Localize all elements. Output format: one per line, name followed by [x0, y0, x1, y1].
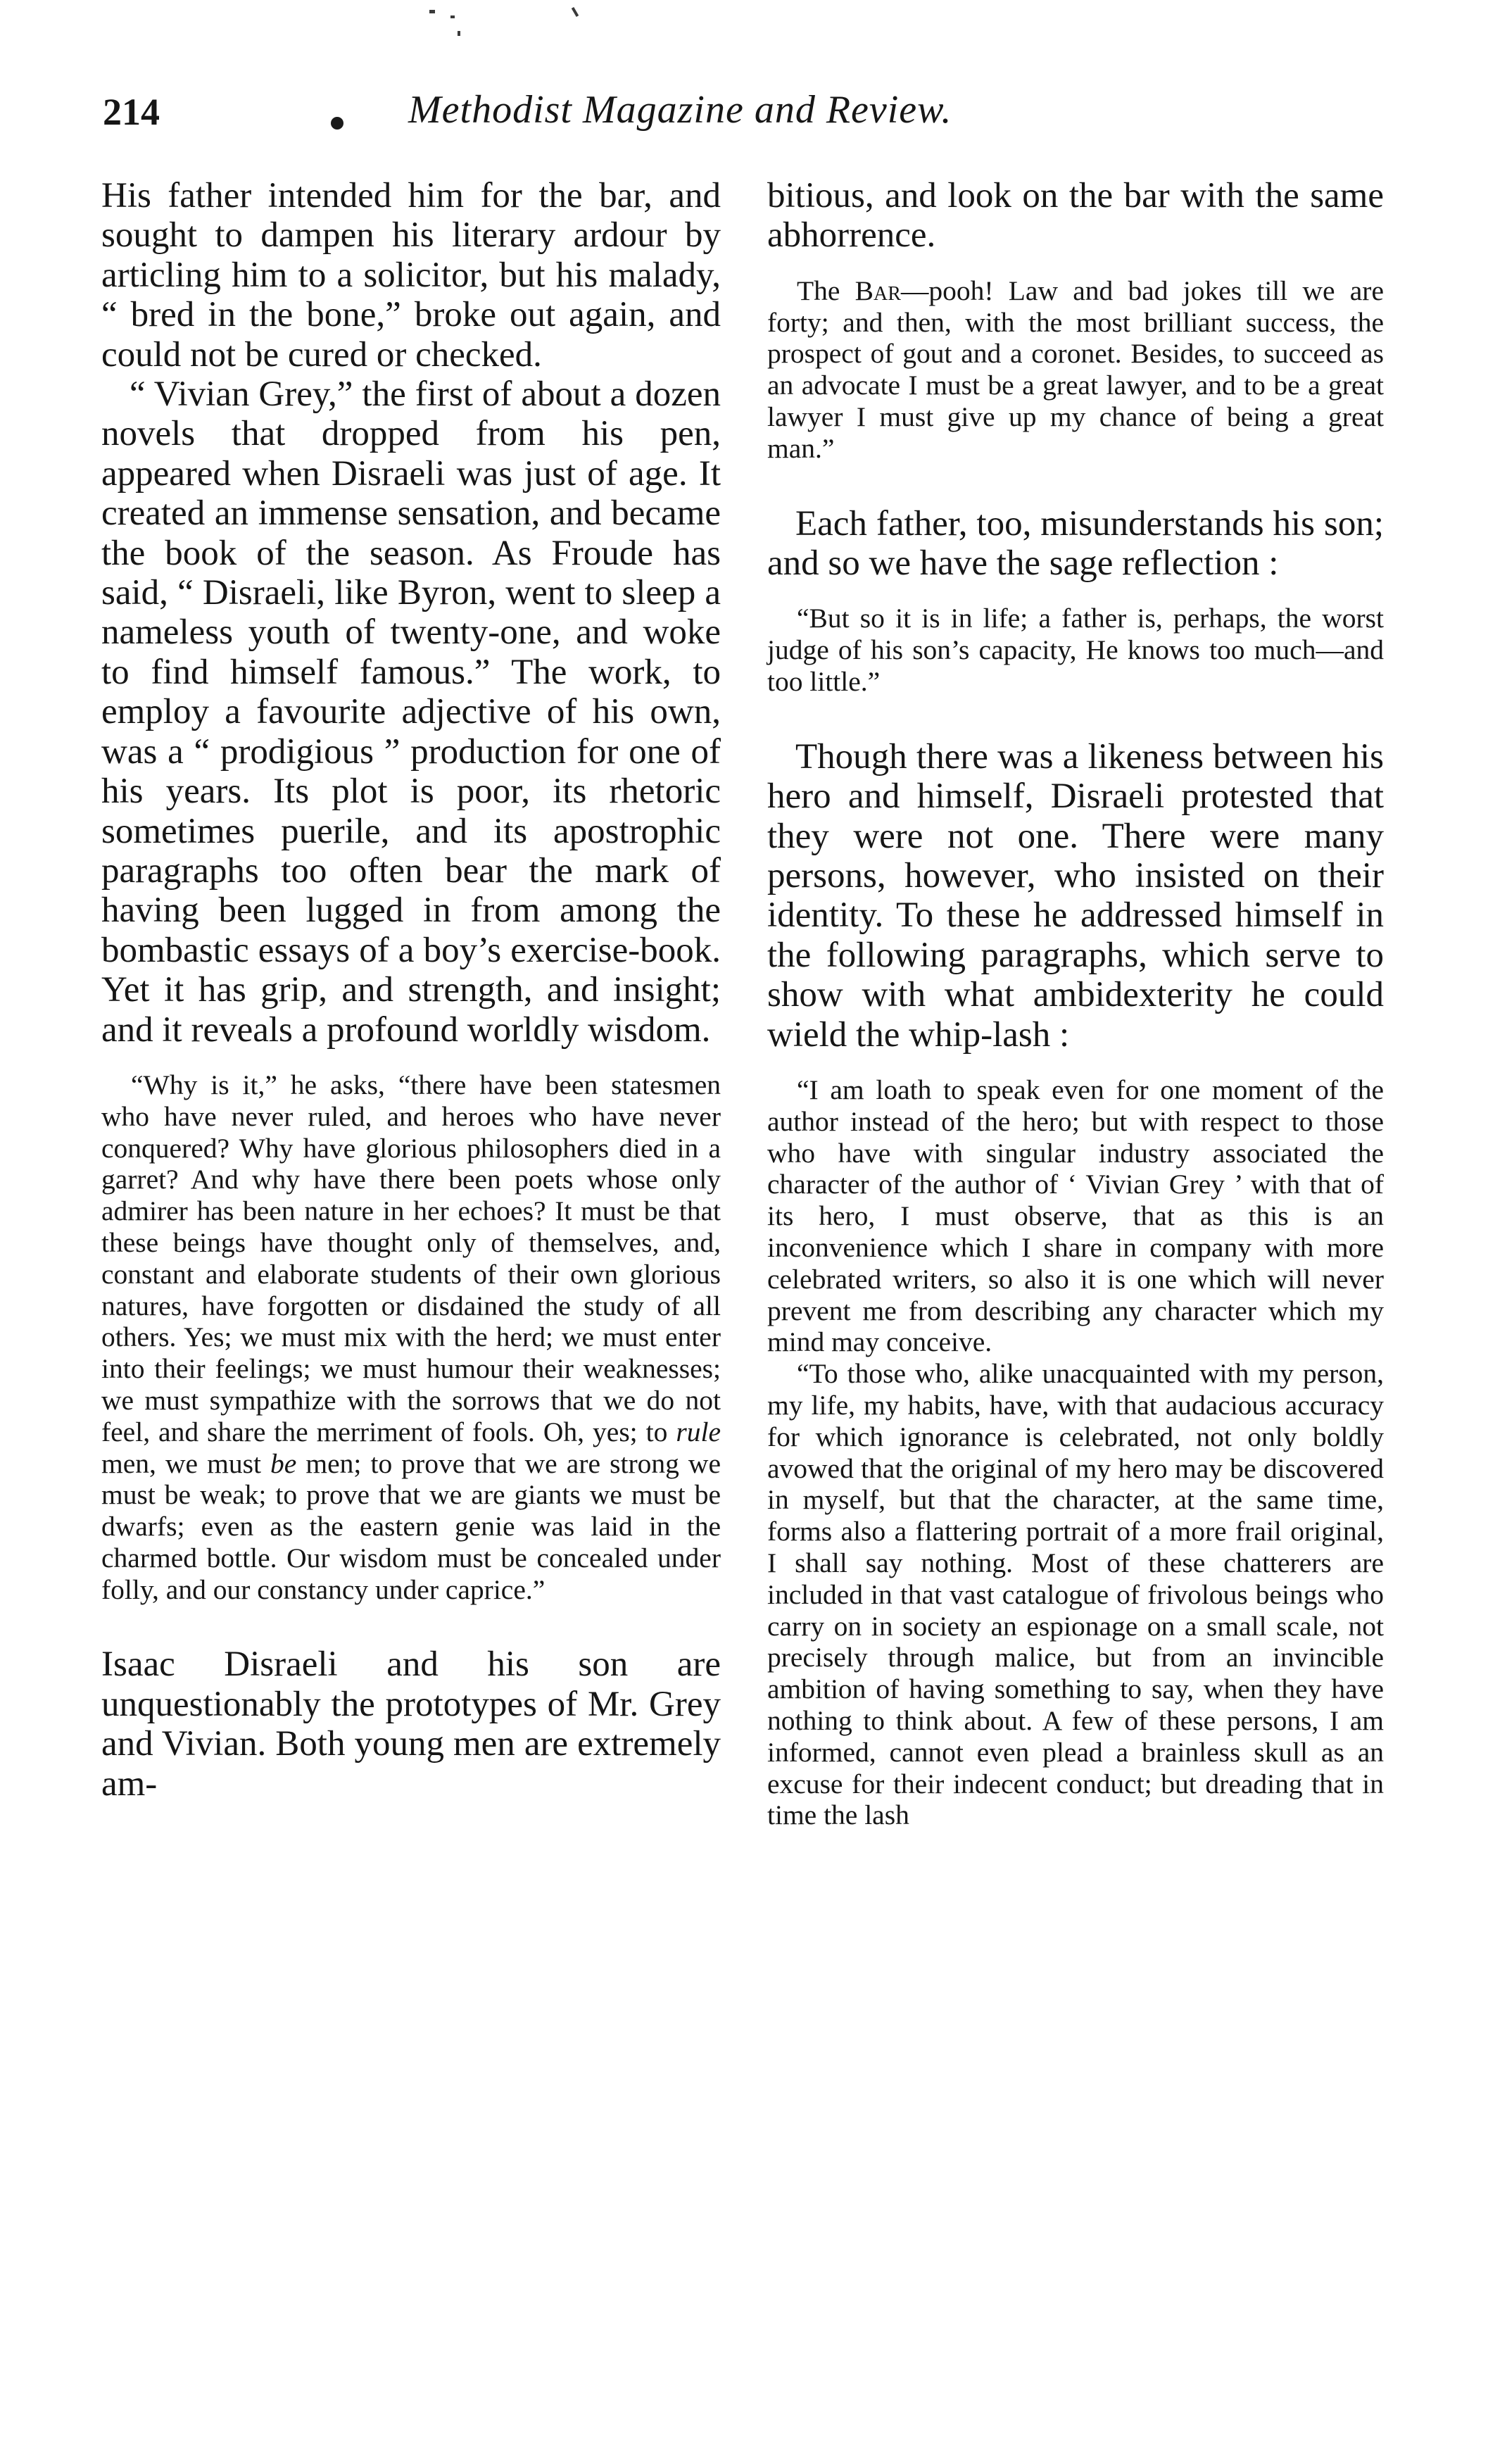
block-quote: “But so it is in life; a father is, perhaps, the worst judge of his son’s capacity, He knows too much—and too little.” — [767, 603, 1384, 697]
left-column — [101, 176, 721, 1804]
body-paragraph: “ Vivian Grey,” the first of about a dozen novels that dropped from his pen, appeared when Disraeli was just of age. It created an immense sensation, and became the book of the season. As Froude has said, “ Disraeli, like Byron, went to sleep a nameless youth of twenty-one, and woke to find himself famous.” The work, to employ a favourite adjective of his own, was a “ prodigious ” production for one of his years. Its plot is poor, its rhetoric sometimes puerile, and its apostrophic paragraphs too often bear the mark of having been lugged in from among the bombastic essays of a boy’s exercise-book. Yet it has grip, and strength, and insight; and it reveals a profound worldly wisdom. — [101, 375, 721, 1050]
print-speck — [458, 31, 460, 36]
body-paragraph: Though there was a likeness between his hero and himself, Disraeli protested that they were not one. There were many persons, however, who insisted on their identity. To these he addressed himself in the following paragraphs, which serve to show with what ambidexterity he could wield the whip-lash : — [767, 736, 1384, 1055]
body-paragraph: Isaac Disraeli and his son are unquestionably the prototypes of Mr. Grey and Vivian. Both young men are extremely am- — [101, 1645, 721, 1804]
quote-text: The — [797, 275, 855, 306]
print-speck — [450, 15, 455, 18]
quote-emphasis: be — [270, 1447, 297, 1479]
quote-text: men, we must — [101, 1447, 271, 1479]
page-number: 214 — [103, 91, 160, 133]
quote-text: —pooh! Law and bad jokes till we are forty; and then, with the most brilliant success, the prospect of gout and a coronet. Besides, to succeed as an advocate I must be a great lawyer, and to be a great lawyer I must give up my chance of being a great man.” — [767, 275, 1384, 464]
print-speck — [572, 7, 579, 17]
running-title: Methodist Magazine and Review. — [408, 88, 952, 132]
quote-text: men; to prove that we are strong we must be weak; to prove that we are giants we must be dwarfs; even as the eastern genie was laid in the charmed bottle. Our wisdom must be concealed under folly, and our constancy under caprice.” — [101, 1447, 721, 1605]
body-paragraph: bitious, and look on the bar with the same abhorrence. — [767, 176, 1384, 256]
block-quote — [101, 1069, 721, 1606]
body-paragraph: Each father, too, misunderstands his son; and so we have the sage reflection : — [767, 503, 1384, 583]
quote-emphasis: rule — [676, 1416, 721, 1447]
right-column — [767, 176, 1384, 1831]
block-quote: “To those who, alike unacquainted with my person, my life, my habits, have, with that audacious accuracy for which ignorance is celebrated, not only boldly avowed that the original of my hero may be discovered in myself, but that the character, at the same time, forms also a flattering portrait of a more frail original, I shall say nothing. Most of these chatterers are included in that vast catalogue of frivolous beings who carry on in society an espionage on a small scale, not precisely through malice, but from an invincible ambition of having something to say, when they have nothing to think about. A few of these persons, I am informed, cannot even plead a brainless skull as an excuse for their indecent conduct; but dreading that in time the lash — [767, 1358, 1384, 1831]
quote-small-caps: Bar — [855, 275, 901, 306]
print-speck — [429, 10, 435, 13]
block-quote — [767, 275, 1384, 465]
body-paragraph: His father intended him for the bar, and sought to dampen his literary ardour by articling him to a solicitor, but his malady, “ bred in the bone,” broke out again, and could not be cured or checked. — [101, 176, 721, 375]
quote-text: “Why is it,” he asks, “there have been statesmen who have never ruled, and heroes who have never conquered? Why have glorious philosophers died in a garret? And why have there been poets whose only admirer has been nature in her echoes? It must be that these beings have thought only of themselves, and, constant and elaborate students of their own glorious natures, have forgotten or disdained the study of all others. Yes; we must mix with the herd; we must enter into their feelings; we must humour their weaknesses; we must sympathize with the sorrows that we do not feel, and share the merriment of fools. Oh, yes; to — [101, 1069, 721, 1447]
block-quote: “I am loath to speak even for one moment of the author instead of the hero; but with respect to those who have with singular industry associated the character of the author of ‘ Vivian Grey ’ with that of its hero, I must observe, that as this is an inconvenience which I share in company with more celebrated writers, so also it is one which will never prevent me from describing any character which my mind may conceive. — [767, 1074, 1384, 1358]
header-ornament-dot — [331, 117, 343, 130]
